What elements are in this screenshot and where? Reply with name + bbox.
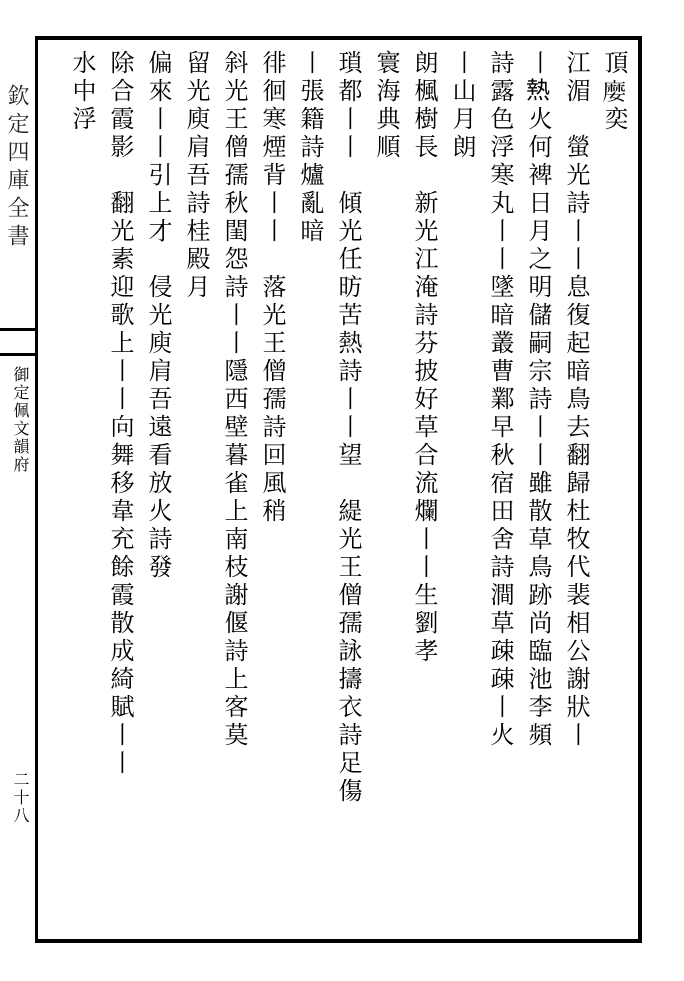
text-column-7: 寰海典順 bbox=[372, 50, 400, 162]
volume-title: 御定佩文韻府 bbox=[11, 366, 30, 474]
page-number: 二十八 bbox=[11, 771, 30, 825]
text-column-4: 詩露色浮寒丸丨丨墜暗叢曹鄴早秋宿田舍詩澗草疎疎丨火 bbox=[486, 50, 514, 750]
text-column-10: 徘徊寒煙背丨丨 落光王僧孺詩回風稍 bbox=[258, 50, 286, 526]
page-margin-strip bbox=[0, 36, 38, 943]
text-column-5: 丨山月朗 bbox=[448, 50, 476, 162]
fishtail-mark bbox=[0, 328, 38, 356]
book-title: 欽定四庫全書 bbox=[4, 84, 29, 252]
text-column-6: 朗楓樹長 新光江淹詩芬披好草合流爛丨丨生劉孝 bbox=[410, 50, 438, 666]
text-column-2: 江湄 螢光詩丨丨息復起暗鳥去翻歸杜牧代裴相公謝狀丨 bbox=[562, 50, 590, 750]
text-column-13: 偏來丨丨引上才 侵光庾肩吾遠看放火詩發 bbox=[144, 50, 172, 582]
text-column-15: 水中浮 bbox=[68, 50, 96, 134]
text-column-14: 除合霞影 翻光素迎歌上丨丨向舞移韋充餘霞散成綺賦丨丨 bbox=[106, 50, 134, 778]
text-column-9: 丨張籍詩爐亂暗 bbox=[296, 50, 324, 246]
text-column-1: 頂𡡉奕 bbox=[600, 50, 628, 134]
text-column-11: 斜光王僧孺秋閨怨詩丨丨隱西壁暮雀上南枝謝偃詩上客莫 bbox=[220, 50, 248, 750]
text-column-12: 留光庾肩吾詩桂殿月 bbox=[182, 50, 210, 302]
text-column-3: 丨𤍠火何裨日月之明儲嗣宗詩丨丨雖散草鳥跡尚臨池李頻 bbox=[524, 50, 552, 750]
text-column-8: 瑣都丨丨 傾光任昉苦熱詩丨丨望 緹光王僧孺詠擣衣詩足傷 bbox=[334, 50, 362, 806]
